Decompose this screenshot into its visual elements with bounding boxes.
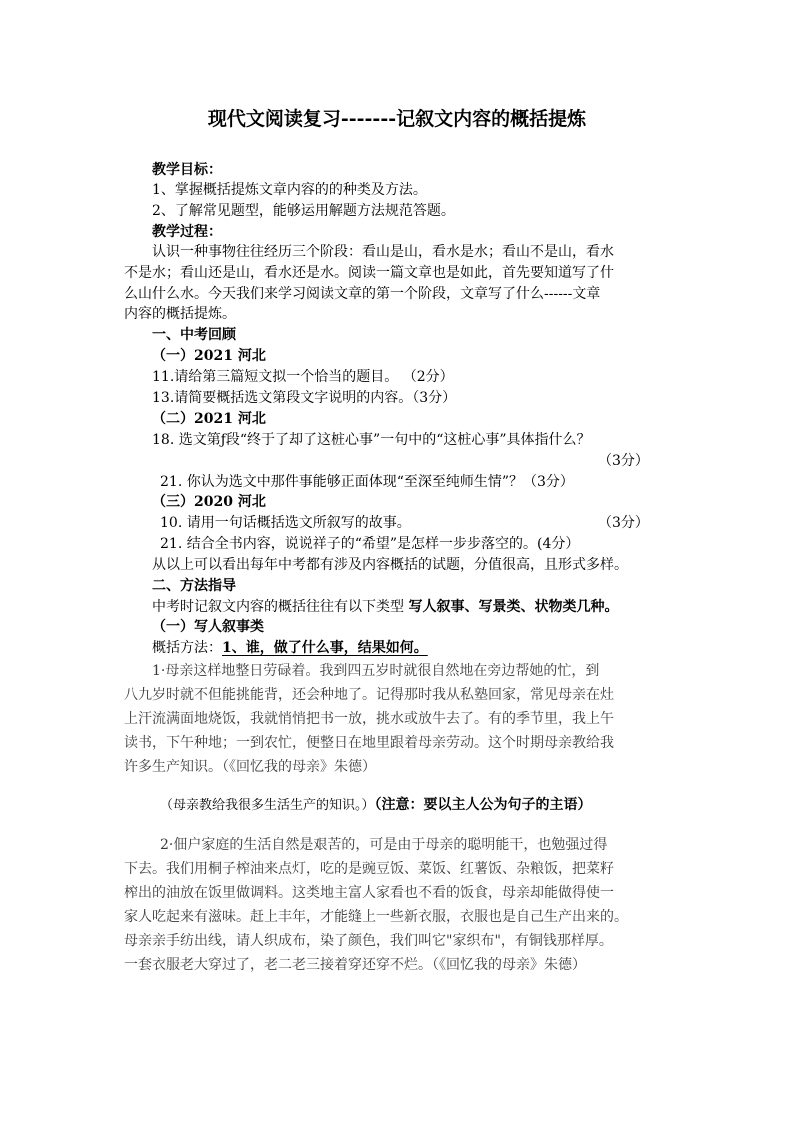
question-item: 21. 结合全书内容，说说祥子的“希望”是怎样一步步落空的。(4分） xyxy=(160,536,580,552)
question-score: （3分） xyxy=(598,453,649,469)
method-label: 概括方法： xyxy=(152,640,222,656)
subsection-heading: （一）写人叙事类 xyxy=(152,619,264,635)
example2-line: 家人吃起来有滋味。赶上丰年，才能缝上一些新衣服，衣服也是自己生产出来的。 xyxy=(124,909,628,925)
goal-item: 1、掌握概括提炼文章内容的的种类及方法。 xyxy=(152,182,427,198)
example2-line: 2·佃户家庭的生活自然是艰苦的，可是由于母亲的聪明能干，也勉强过得 xyxy=(160,837,608,853)
example1-line: 许多生产知识。（《回忆我的母亲》朱德） xyxy=(124,759,376,775)
group2-heading: （二）2021 河北 xyxy=(152,411,266,427)
intro-line: 认识一种事物往往经历三个阶段：看山是山，看水是水；看山不是山，看水 xyxy=(152,244,614,260)
types-line xyxy=(152,597,618,617)
example1-line: 1·母亲这样地整日劳碌着。我到四五岁时就很自然地在旁边帮她的忙，到 xyxy=(152,663,600,679)
types-text: 中考时记叙文内容的概括往往有以下类型 xyxy=(152,599,409,615)
example1-line: 八九岁时就不但能挑能背，还会种地了。记得那时我从私塾回家，常见母亲在灶 xyxy=(124,687,614,703)
group1-heading: （一）2021 河北 xyxy=(152,348,266,364)
group3-heading: （三）2020 河北 xyxy=(152,494,266,510)
answer-line xyxy=(160,795,592,816)
process-heading: 教学过程： xyxy=(152,224,222,240)
section2-heading: 二、方法指导 xyxy=(152,578,236,594)
goals-heading: 教学目标： xyxy=(152,162,222,178)
method-text: 1、谁，做了什么事，结果如何。 xyxy=(222,640,428,656)
example2-line: 榨出的油放在饭里做调料。这类地主富人家看也不看的饭食，母亲却能做得使一 xyxy=(124,885,614,901)
goal-item: 2、了解常见题型，能够运用解题方法规范答题。 xyxy=(152,203,455,219)
example2-line: 母亲亲手纺出线，请人织成布，染了颜色，我们叫它"家织布"，有铜钱那样厚。 xyxy=(124,933,613,949)
intro-line: 不是水；看山还是山，看水还是水。阅读一篇文章也是如此，首先要知道写了什 xyxy=(124,265,614,281)
section1-heading: 一、中考回顾 xyxy=(152,327,236,343)
example1-line: 上汗流满面地烧饭，我就悄悄把书一放，挑水或放牛去了。有的季节里，我上午 xyxy=(124,711,614,727)
question-item: 11.请给第三篇短文拟一个恰当的题目。 （2分） xyxy=(152,369,454,385)
question-item: 21. 你认为选文中那件事能够正面体现“至深至纯师生情”？（3分） xyxy=(160,474,574,490)
question-item: 18. 选文第ƒ段“终于了却了这桩心事”一句中的“这桩心事”具体指什么？ xyxy=(152,432,591,448)
example2-line: 一套衣服老大穿过了，老二老三接着穿还穿不烂。（《回忆我的母亲》朱德） xyxy=(124,957,586,973)
question-item: 10. 请用一句话概括选文所叙写的故事。 xyxy=(160,515,411,531)
page-title: 现代文阅读复习-------记叙文内容的概括提炼 xyxy=(207,108,587,130)
question-item: 13.请简要概括选文第段文字说明的内容。（3分） xyxy=(152,390,457,406)
types-emphasis: 写人叙事、写景类、状物类几种。 xyxy=(408,599,619,615)
summary-line: 从以上可以看出每年中考都有涉及内容概括的试题，分值很高，且形式多样。 xyxy=(152,557,628,573)
intro-line: 内容的概括提炼。 xyxy=(124,306,236,322)
method-line xyxy=(152,638,428,658)
note-text: （注意：要以主人公为句子的主语） xyxy=(374,797,592,813)
example1-line: 读书，下午种地；一到农忙，便整日在地里跟着母亲劳动。这个时期母亲教给我 xyxy=(124,735,614,751)
example2-line: 下去。我们用桐子榨油来点灯，吃的是豌豆饭、菜饭、红薯饭、杂粮饭，把菜籽 xyxy=(124,861,614,877)
question-score: （3分） xyxy=(598,515,649,531)
answer-text: （母亲教给我很多生活生产的知识。） xyxy=(160,798,375,813)
intro-line: 么山什么水。今天我们来学习阅读文章的第一个阶段，文章写了什么------文章 xyxy=(124,286,601,302)
